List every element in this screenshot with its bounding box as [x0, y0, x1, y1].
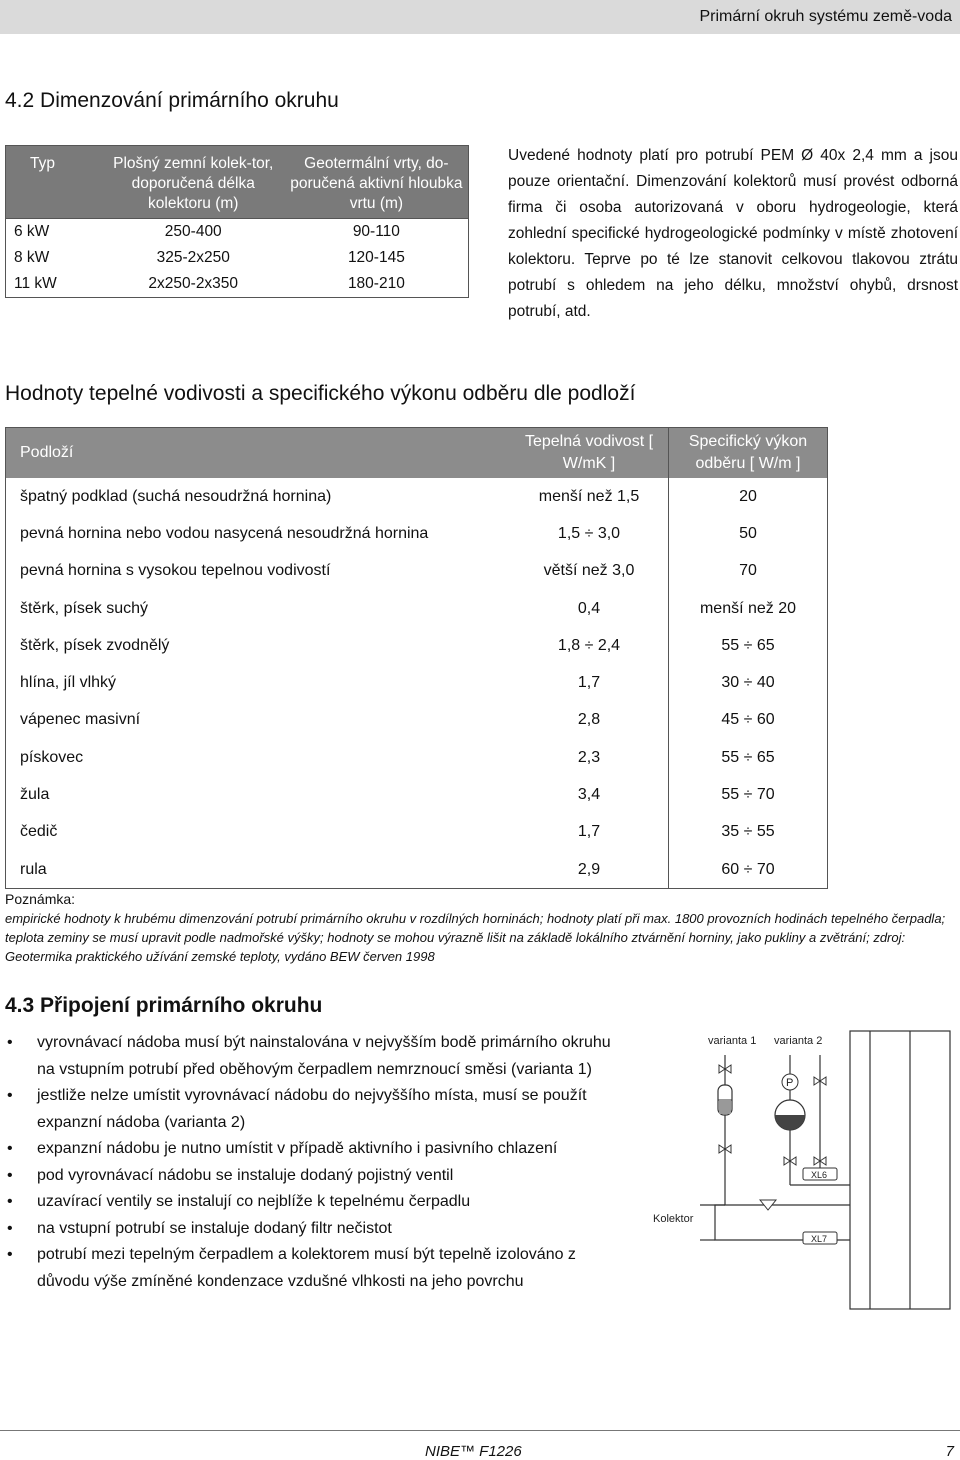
table-cell: 55 ÷ 65 [721, 748, 775, 766]
table-cell: 180-210 [347, 275, 405, 292]
table-row [6, 515, 828, 552]
list-item: • vyrovnávací nádoba musí být nainstalována v nejvyšším bodě primárního okruhu na vstupním potrubí před oběhovým čerpadlem nemrznoucí směsi (varianta 1) [0, 1030, 620, 1083]
dimension-note: Uvedené hodnoty platí pro potrubí PEM Ø 40x 2,4 mm a jsou pouze orientační. Dimenzování kolektorů musí provést odborná firma či osoba autorizovaná v oboru hydrogeologie, která zohlední specifické hydrogeologické podmínky v místě zhotovení kolektoru. Teprve po té lze stanovit celkovou tlakovou ztrátu potrubí s ohledem na jeho délku, množství ohybů, drsnost potrubí, atd. [508, 147, 958, 320]
header-band [0, 0, 960, 34]
table-cell: 1,8 ÷ 2,4 [510, 627, 669, 664]
list-item: • expanzní nádobu je nutno umístit v případě aktivního i pasivního chlazení [0, 1136, 620, 1163]
table-row [6, 478, 828, 515]
list-item: • uzavírací ventily se instalují co nejblíže k tepelnému čerpadlu [0, 1189, 620, 1216]
table-cell: žula [20, 786, 50, 804]
table-cell: větší než 3,0 [510, 553, 669, 590]
table-cell: štěrk, písek suchý [20, 599, 149, 617]
table-cell: hlína, jíl vlhký [20, 674, 117, 692]
table-cell: pískovec [20, 748, 84, 766]
table-cell: 2,8 [510, 702, 669, 739]
label-xl6: XL6 [811, 1170, 828, 1180]
table-cell: 2,9 [510, 851, 669, 889]
label-p: P [786, 1077, 794, 1089]
table-cell: 30 ÷ 40 [721, 674, 775, 692]
table-row [6, 702, 828, 739]
table-cell: 90-110 [352, 223, 400, 240]
shutoff-valve-icon [760, 1077, 826, 1210]
table-row [6, 664, 828, 701]
table-row [6, 245, 469, 271]
table-cell: pevná hornina nebo vodou nasycená nesoudržná hornina [20, 524, 429, 542]
table-cell: rula [20, 860, 47, 878]
table-row [6, 851, 828, 889]
table-cell: 3,4 [510, 776, 669, 813]
table-cell: 55 ÷ 70 [721, 786, 775, 804]
table-cell: pevná hornina s vysokou tepelnou vodivostí [20, 562, 331, 580]
table-cell: 8 kW [14, 249, 50, 266]
table1-header-typ: Typ [6, 146, 102, 219]
table-cell: vápenec masivní [20, 711, 141, 729]
table-cell: 35 ÷ 55 [721, 823, 775, 841]
connection-bullet-list [0, 1030, 620, 1295]
list-item: • potrubí mezi tepelným čerpadlem a kolektorem musí být tepelně izolováno z důvodu výše zmíněné kondenzace vzdušné vlhkosti na jeho povrchu [0, 1242, 620, 1295]
table-cell: 1,7 [510, 814, 669, 851]
note-label: Poznámka: [5, 891, 76, 907]
table-cell: 50 [739, 524, 757, 542]
table-cell: 45 ÷ 60 [721, 711, 775, 729]
expansion-vessel-icon [775, 1074, 805, 1130]
running-header: Primární okruh systému země-voda [699, 8, 952, 25]
table-cell: štěrk, písek zvodnělý [20, 636, 170, 654]
footer-rule [0, 1430, 960, 1431]
table-row [6, 219, 469, 246]
list-item: • pod vyrovnávací nádobu se instaluje dodaný pojistný ventil [0, 1163, 620, 1190]
table-row [6, 739, 828, 776]
table-row [6, 590, 828, 627]
table2-header-podlozi: Podloží [6, 428, 511, 479]
table2-header-conductivity: Tepelná vodivost [ W/mK ] [510, 428, 669, 479]
page-number: 7 [945, 1443, 954, 1460]
table-cell: 250-400 [164, 223, 222, 240]
table-cell: 0,4 [510, 590, 669, 627]
label-varianta-1: varianta 1 [708, 1035, 757, 1047]
note-text: empirické hodnoty k hrubému dimenzování potrubí primárního okruhu v rozdílných horninách; hodnoty platí při max. 1800 provozních hodinách tepelného čerpadla; teplota zeminy se musí upravit podle nadmořské výšky; hodnoty se mohou výrazně lišit na základě lokálního ztvárnění horniny, jako pukliny a zvětrání; zdroj: Geotermika praktického užívání zemské teploty, vydáno BEW červen 1998 [5, 911, 946, 964]
label-varianta-2: varianta 2 [774, 1035, 823, 1047]
label-xl7: XL7 [811, 1234, 828, 1244]
table1-header-boreholes: Geotermální vrty, do-poručená aktivní hloubka vrtu (m) [285, 146, 469, 219]
table-cell: 70 [739, 562, 757, 580]
table-cell: 6 kW [14, 223, 50, 240]
list-item: • na vstupní potrubí se instaluje dodaný filtr nečistot [0, 1216, 620, 1243]
table-row [6, 271, 469, 298]
table-row [6, 627, 828, 664]
table-row [6, 776, 828, 813]
table-cell: menší než 1,5 [510, 478, 669, 515]
list-item: • jestliže nelze umístit vyrovnávací nádobu do nejvyššího místa, musí se použít expanzní nádoba (varianta 2) [0, 1083, 620, 1136]
conductivity-table [5, 427, 828, 889]
section-heading-4-3: 4.3 Připojení primárního okruhu [5, 994, 323, 1017]
table-cell: menší než 20 [699, 599, 797, 617]
table-row [6, 553, 828, 590]
table2-header-output: Specifický výkon odběru [ W/m ] [669, 428, 828, 479]
footer-brand: NIBE™ F1226 [425, 1443, 522, 1460]
table-cell: 60 ÷ 70 [721, 860, 775, 878]
table-cell: špatný podklad (suchá nesoudržná hornina) [20, 487, 332, 505]
connection-diagram [640, 1025, 955, 1315]
table-cell: 11 kW [14, 275, 57, 292]
section-heading-4-2: 4.2 Dimenzování primárního okruhu [5, 89, 339, 112]
table-cell: 1,7 [510, 664, 669, 701]
section-heading-values: Hodnoty tepelné vodivosti a specifického výkonu odběru dle podloží [5, 382, 636, 405]
label-kolektor: Kolektor [653, 1213, 694, 1225]
table-cell: 325-2x250 [156, 249, 230, 266]
table-cell: 2x250-2x350 [148, 275, 239, 292]
heat-pump-cabinet [850, 1031, 950, 1309]
buffer-vessel-icon [718, 1085, 732, 1115]
table1-header-collector: Plošný zemní kolek-tor, doporučená délka kolektoru (m) [102, 146, 285, 219]
table-cell: 1,5 ÷ 3,0 [510, 515, 669, 552]
table-cell: 55 ÷ 65 [721, 636, 775, 654]
table-cell: 20 [739, 487, 757, 505]
table-row [6, 814, 828, 851]
table-cell: 120-145 [347, 249, 405, 266]
dimension-table [5, 145, 469, 298]
table-cell: čedič [20, 823, 58, 841]
sensor-labels [803, 1168, 837, 1244]
table-cell: 2,3 [510, 739, 669, 776]
